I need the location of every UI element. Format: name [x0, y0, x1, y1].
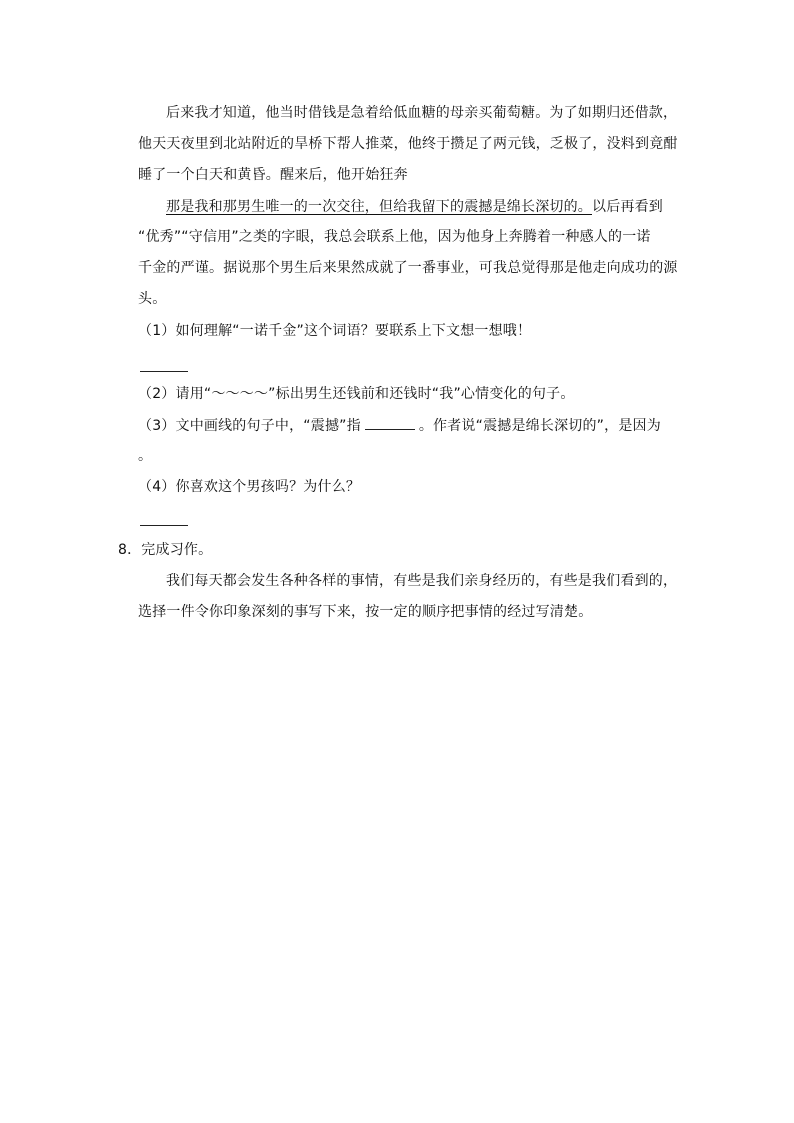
question-4: （4）你喜欢这个男孩吗？为什么？ [138, 479, 361, 495]
passage-line [166, 197, 663, 217]
answer-blank-3[interactable] [365, 415, 415, 430]
passage-line: 头。 [138, 291, 167, 307]
passage-line: 后来我才知道，他当时借钱是急着给低血糖的母亲买葡萄糖。为了如期归还借款， [166, 105, 678, 121]
task-8-heading: 8．完成习作。 [118, 542, 213, 558]
question-3-tail: 。 [138, 448, 153, 464]
task-8-line: 选择一件令你印象深刻的事写下来，按一定的顺序把事情的经过写清楚。 [138, 604, 593, 620]
question-2: （2）请用“～～～～”标出男生还钱前和还钱时“我”心情变化的句子。 [138, 386, 575, 402]
question-1: （1）如何理解“一诺千金”这个词语？要联系上下文想一想哦！ [138, 323, 532, 339]
passage-line: 睡了一个白天和黄昏。醒来后，他开始狂奔 [138, 167, 408, 183]
passage-line: “优秀”“守信用”之类的字眼，我总会联系上他，因为他身上奔腾着一种感人的一诺 [138, 229, 651, 245]
passage-text: 以后再看到 [592, 199, 663, 215]
question-3-text-cont: 。作者说“震撼是绵长深切的”，是因为 [418, 418, 661, 434]
question-3-text: （3）文中画线的句子中，“震撼”指 [138, 418, 361, 434]
question-3 [138, 415, 661, 436]
answer-blank-4[interactable] [140, 525, 188, 526]
underlined-sentence: 那是我和那男生唯一的一次交往，但给我留下的震撼是绵长深切的。 [166, 199, 592, 215]
task-8-line: 我们每天都会发生各种各样的事情，有些是我们亲身经历的，有些是我们看到的， [166, 573, 678, 589]
passage-line: 千金的严谨。据说那个男生后来果然成就了一番事业，可我总觉得那是他走向成功的源 [138, 260, 678, 276]
answer-blank-1[interactable] [140, 371, 188, 372]
passage-line: 他天天夜里到北站附近的旱桥下帮人推菜，他终于攒足了两元钱，乏极了，没料到竟酣 [138, 136, 678, 152]
